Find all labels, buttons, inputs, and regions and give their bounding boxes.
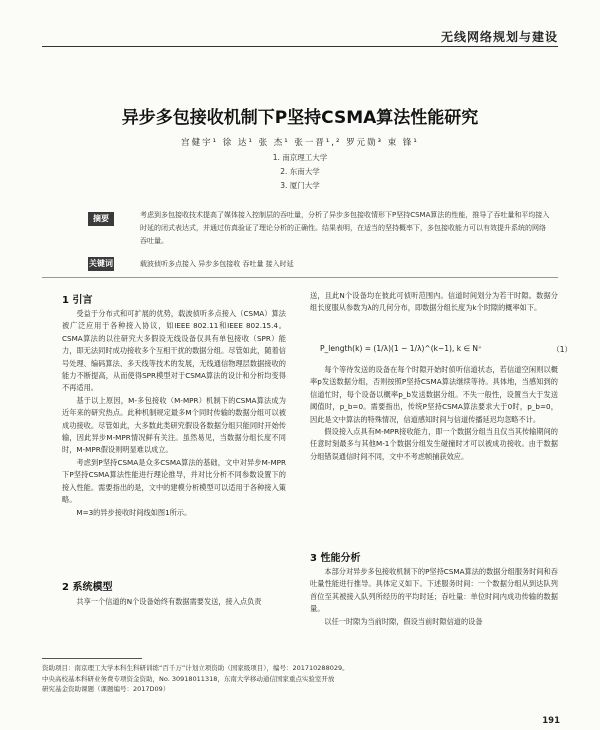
funding-footnote [42,663,558,695]
author-list: 宫健宇¹ 徐 达¹ 张 杰¹ 张一晋¹,² 罗元勋³ 束 锋¹ [181,138,419,148]
paragraph: 受益于分布式和可扩展的优势，载波侦听多点接入（CSMA）算法被广泛应用于各种接入协议，如IEEE 802.11和IEEE 802.15.4。CSMA算法的以往研究大多假设无线设备仅具有单包接收（SPR）能力，即无法同时成功接收多个互相干扰的数据分组。尽管如此，随着信号处理、编码算法、多天线等技术的发展，无线通信物理层数据接收的能力不断提高，从而使得SPR模型对于CSMA算法的设计和分析均变得不再适用。 [62,309,286,393]
right-column-middle [310,364,558,463]
section-2-title: 2 系统模型 [62,582,113,593]
abstract-separator [42,277,558,278]
section-3-title: 3 性能分析 [310,553,361,564]
equation-number: （1） [552,345,572,354]
paragraph: 基于以上原因，M-多包接收（M-MPR）机制下的CSMA算法成为近年来的研究热点。此种机制规定最多M个同时传输的数据分组可以被成功接收。尽管如此，大多数此类研究假设各数据分组只能同时开始传输，因此异步M-MPR情况鲜有关注。虽然易见，当数据分组长度不同时，M-MPR假设则明显难以成立。 [62,395,286,455]
footnote-line: 研究基金资助课题（课题编号：2017D09） [42,685,170,693]
keywords-text: 载波侦听多点接入 异步多包接收 吞吐量 接入时延 [140,260,294,268]
section-1-title: 1 引言 [62,295,93,306]
affiliation-1: 1. 南京理工大学 [272,153,328,162]
footnote-line: 资助项目：南京理工大学本科生科研训练“百千万”计划立项资助（国家级项目），编号：201710288029。 [42,664,349,672]
running-header: 无线网络规划与建设 [440,30,558,44]
page-number: 191 [542,716,560,726]
keywords-tag: 关键词 [88,257,114,271]
paragraph: 每个等待发送的设备在每个时隙开始时侦听信道状态，若信道空闲则以概率p发送数据分组，否则按照P坚持CSMA算法继续等待。具体地，当感知到的信道忙时，每个设备以概率p_b发送数据分组。不失一般性，设置当大于发送阈值时，p_b=0。需要指出，传统P坚持CSMA算法要求大于0时，p_b=0，因此是文中算法的特殊情况，信道感知时间与信道传播延迟均忽略不计。 [310,365,558,424]
paragraph: 本部分对异步多包接收机制下的P坚持CSMA算法的数据分组服务时间和吞吐量性能进行推导。具体定义如下。下述服务时间：一个数据分组从到达队列首位至其被接入队列所经历的平均时延；吞吐量：单位时间内成功传输的数据量。 [310,567,558,614]
equation-1 [320,344,572,353]
abstract-tag: 摘要 [88,212,114,226]
paragraph: 共享一个信道的N个设备始终有数据需要发送，接入点负责 [76,597,262,606]
footnote-line: 中央高校基本科研业务费专项资金资助，No. 30918011318，东南大学移动通信国家重点实验室开放 [42,674,335,683]
equation-body: P_length(k) = (1/λ)(1 − 1/λ)^(k−1), k ∈ N⁺ [320,344,482,353]
footnote-rule [42,658,142,659]
affiliation-2: 2. 东南大学 [280,167,320,176]
section-3-body [310,566,558,628]
right-column-top [310,290,558,315]
paragraph: 考虑到P坚持CSMA是众多CSMA算法的基础，文中对异步M-MPR下P坚持CSMA算法性能进行理论推导，并对比分析不同参数设置下的接入性能。需要指出的是，文中的建模分析模型可以适用于各种接入策略。 [62,457,286,505]
abstract-text: 考虑到多包接收技术提高了媒体接入控制层的吞吐量，分析了异步多包接收情形下P坚持CSMA算法的性能，推导了吞吐量和平均接入时延的闭式表达式，并通过仿真验证了理论分析的正确性。结果表明，在适当的坚持概率下，多包接收能力可以有效提升系统的网络吞吐量。 [140,211,550,245]
header-rule [42,46,558,47]
paragraph: 假设接入点具有M-MPR接收能力，即一个数据分组当且仅当其传输期间的任意时刻最多与其他M-1个数据分组发生碰撞时才可以被成功接收。由于数据分组错误通信时间不同，文中不考虑帧捕获效应。 [310,427,558,461]
section-2-body [62,596,286,608]
paragraph: 送，且此N个设备均在彼此可侦听范围内。信道时间划分为若干时隙。数据分组长度服从参数为λ的几何分布，即数据分组长度为k个时隙的概率如下。 [310,291,558,313]
left-column [62,308,286,519]
paper-title: 异步多包接收机制下P坚持CSMA算法性能研究 [121,108,479,128]
affiliation-3: 3. 厦门大学 [280,181,320,190]
paragraph: 以任一时隙为当前时隙，假设当前时隙信道的设备 [324,616,483,626]
paragraph: M=3的异步接收时间线如图1所示。 [76,507,192,517]
